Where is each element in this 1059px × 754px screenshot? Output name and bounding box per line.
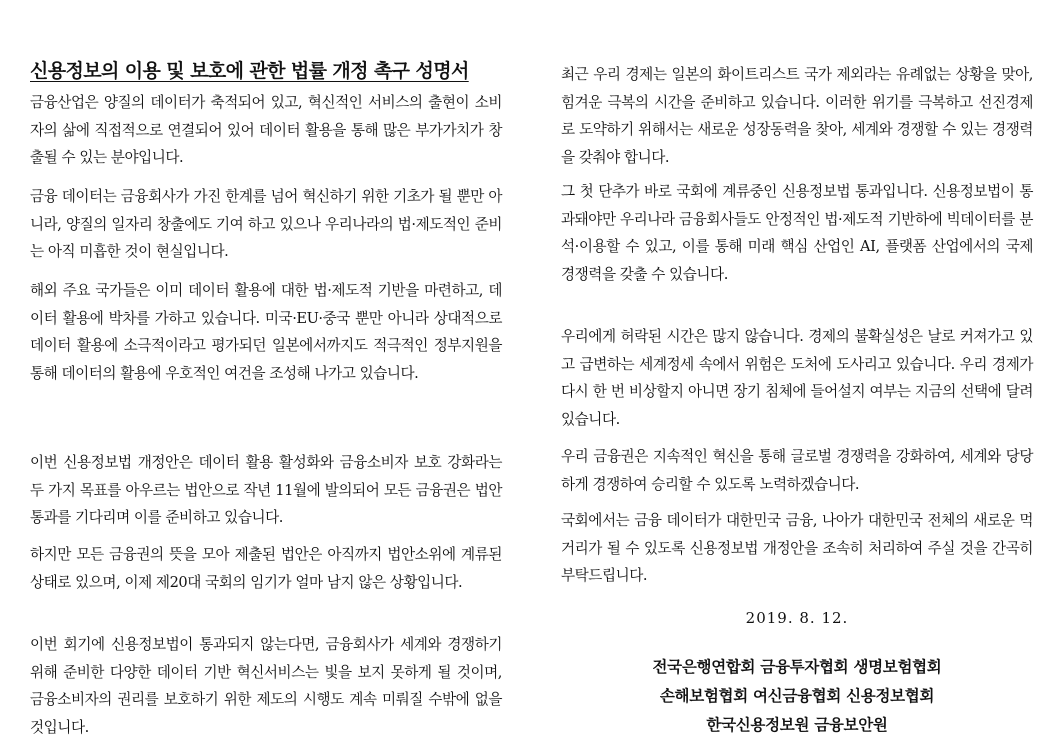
paragraph: 우리에게 허락된 시간은 많지 않습니다. 경제의 불확실성은 날로 커져가고 있고 급변하는 세계정세 속에서 위험은 도처에 도사리고 있습니다. 우리 경제가 다시 한 번 비상할지 아니면 장기 침체에 들어설지 여부는 지금의 선택에 달려있습니다. xyxy=(561,328,1033,428)
paragraph: 최근 우리 경제는 일본의 화이트리스트 국가 제외라는 유례없는 상황을 맞아, 힘겨운 극복의 시간을 준비하고 있습니다. 이러한 위기를 극복하고 선진경제로 도약하기 위해서는 새로운 성장동력을 찾아, 세계와 경쟁할 수 있는 경쟁력을 갖춰야 합니다. xyxy=(561,66,1033,166)
paragraph: 이번 회기에 신용정보법이 통과되지 않는다면, 금융회사가 세계와 경쟁하기 위해 준비한 다양한 데이터 기반 혁신서비스는 빛을 보지 못하게 될 것이며, 금융소비자의 권리를 보호하기 위한 제도의 시행도 계속 미뤄질 수밖에 없을 것입니다. xyxy=(30,636,502,736)
paragraph: 금융 데이터는 금융회사가 가진 한계를 넘어 혁신하기 위한 기초가 될 뿐만 아니라, 양질의 일자리 창출에도 기여 하고 있으나 우리나라의 법·제도적인 준비는 아직 미흡한 것이 현실입니다. xyxy=(30,188,502,260)
paragraph: 해외 주요 국가들은 이미 데이터 활용에 대한 법·제도적 기반을 마련하고, 데이터 활용에 박차를 가하고 있습니다. 미국·EU·중국 뿐만 아니라 상대적으로 데이터 활용에 소극적이라고 평가되던 일본에서까지도 적극적인 정부지원을 통해 데이터의 활용에 우호적인 여건을 조성해 나가고 있습니다. xyxy=(30,282,502,382)
paragraph: 이번 신용정보법 개정안은 데이터 활용 활성화와 금융소비자 보호 강화라는 두 가지 목표를 아우르는 법안으로 작년 11월에 발의되어 모든 금융권은 법안 통과를 기다리며 이를 준비하고 있습니다. xyxy=(30,454,502,526)
signatory-line: 전국은행연합회 금융투자협회 생명보험협회 xyxy=(652,658,942,676)
statement-date: 2019. 8. 12. xyxy=(745,609,849,627)
paragraph: 우리 금융권은 지속적인 혁신을 통해 글로벌 경쟁력을 강화하여, 세계와 당당하게 경쟁하여 승리할 수 있도록 노력하겠습니다. xyxy=(561,448,1033,493)
paragraph: 그 첫 단추가 바로 국회에 계류중인 신용정보법 통과입니다. 신용정보법이 통과돼야만 우리나라 금융회사들도 안정적인 법·제도적 기반하에 빅데이터를 분석·이용할 수 있고, 이를 통해 미래 핵심 산업인 AI, 플랫폼 산업에서의 국제 경쟁력을 갖출 수 있습니다. xyxy=(561,183,1033,283)
signatory-line: 손해보험협회 여신금융협회 신용정보협회 xyxy=(659,687,935,705)
paragraph: 국회에서는 금융 데이터가 대한민국 금융, 나아가 대한민국 전체의 새로운 먹거리가 될 수 있도록 신용정보법 개정안을 조속히 처리하여 주실 것을 간곡히 부탁드립니다. xyxy=(561,512,1033,584)
document-title: 신용정보의 이용 및 보호에 관한 법률 개정 촉구 성명서 xyxy=(30,60,469,82)
signatory-line: 한국신용정보원 금융보안원 xyxy=(706,716,888,734)
paragraph: 금융산업은 양질의 데이터가 축적되어 있고, 혁신적인 서비스의 출현이 소비자의 삶에 직접적으로 연결되어 있어 데이터 활용을 통해 많은 부가가치가 창출될 수 있는 분야입니다. xyxy=(30,94,502,166)
paragraph: 하지만 모든 금융권의 뜻을 모아 제출된 법안은 아직까지 법안소위에 계류된 상태로 있으며, 이제 제20대 국회의 임기가 얼마 남지 않은 상황입니다. xyxy=(30,546,502,591)
